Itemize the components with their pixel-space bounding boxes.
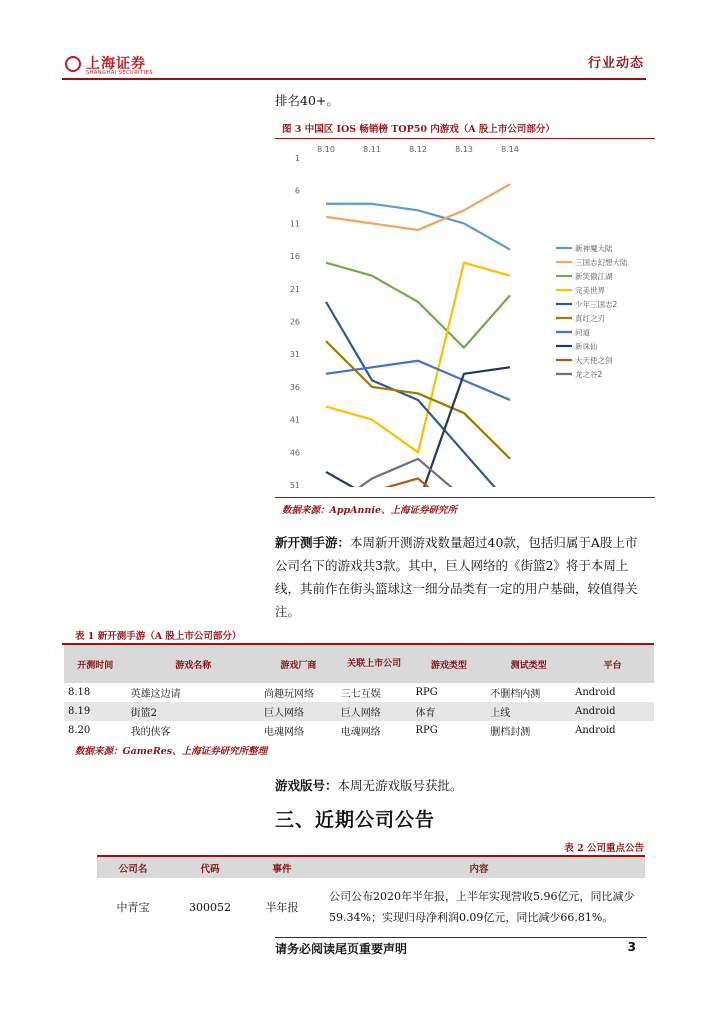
legend-label: 问道 <box>575 328 590 337</box>
cell: 上线 <box>486 702 571 721</box>
x-tick-label: 8.13 <box>455 145 473 154</box>
y-tick-label: 11 <box>289 219 300 229</box>
y-tick-label: 41 <box>289 415 300 425</box>
col-company: 公司名 <box>97 856 169 878</box>
figure-caption: 图 3 中国区 IOS 畅销榜 TOP50 内游戏（A 股上市公司部分） <box>282 124 555 135</box>
cell: 8.19 <box>64 702 127 721</box>
y-tick-label: 21 <box>289 284 300 294</box>
section-tag: 行业动态 <box>587 56 644 71</box>
cell: Android <box>575 725 616 736</box>
legend-label: 完美世界 <box>575 286 605 295</box>
col-game-type: 游戏类型 <box>411 645 486 683</box>
ranking-line-chart <box>276 140 654 495</box>
cell: 巨人网络 <box>260 702 337 721</box>
new-games-table <box>64 645 654 740</box>
legend-label: 新诛仙 <box>575 342 598 351</box>
cell: 街篮2 <box>127 702 260 721</box>
header-divider <box>62 78 646 80</box>
logo-subtitle: SHANGHAI SECURITIES <box>86 70 154 76</box>
legend-label: 三国志幻想大陆 <box>575 258 628 267</box>
cell: 不删档内测 <box>490 689 541 700</box>
cell: Android <box>571 702 654 721</box>
cell: 我的侠客 <box>130 727 171 738</box>
series-line <box>326 263 510 453</box>
announcements-table <box>97 855 645 936</box>
col-event: 事件 <box>251 856 313 878</box>
table-header-row <box>64 645 654 683</box>
series-line <box>326 204 510 250</box>
table-row <box>64 702 654 721</box>
table1-caption: 表 1 新开测手游（A 股上市公司部分） <box>75 631 242 642</box>
y-tick-label: 51 <box>289 481 300 490</box>
cell: 半年报 <box>265 901 299 914</box>
x-tick-label: 8.10 <box>317 145 335 154</box>
cell: 英雄这边请 <box>130 689 181 700</box>
table-header-row <box>97 856 645 878</box>
col-listed-company: 关联上市公司 <box>337 645 412 683</box>
series-line <box>326 459 510 495</box>
legend-label: 新笑傲江湖 <box>575 272 613 281</box>
cell: Android <box>575 687 616 698</box>
logo-text: 上海证券 <box>86 56 146 72</box>
col-developer: 游戏厂商 <box>260 645 337 683</box>
table-row <box>64 721 654 740</box>
col-platform: 平台 <box>571 645 654 683</box>
new-games-paragraph <box>275 531 647 623</box>
y-tick-label: 36 <box>289 382 300 392</box>
figure-bottom-rule <box>275 497 655 498</box>
license-text: 本周无游戏版号获批。 <box>337 778 463 793</box>
figure-top-rule <box>275 138 655 139</box>
col-code: 代码 <box>169 856 251 878</box>
cell: 尚趣玩网络 <box>263 689 314 700</box>
x-tick-label: 8.11 <box>363 145 381 154</box>
col-content: 内容 <box>313 856 645 878</box>
y-tick-label: 31 <box>289 350 300 360</box>
cell: 8.20 <box>68 725 91 736</box>
figure-source: 数据来源：AppAnnie、上海证券研究所 <box>282 505 457 516</box>
legend-label: 真红之刃 <box>575 314 605 323</box>
y-tick-label: 6 <box>294 186 300 196</box>
cell: 删档封测 <box>490 727 531 738</box>
col-test-date: 开测时间 <box>64 645 127 683</box>
table1-source: 数据来源：GameRes、上海证券研究所整理 <box>75 746 268 757</box>
table-row <box>97 878 645 936</box>
x-tick-label: 8.14 <box>501 145 519 154</box>
col-game-name: 游戏名称 <box>127 645 260 683</box>
table-row <box>64 683 654 702</box>
cell: 巨人网络 <box>337 702 412 721</box>
y-tick-label: 1 <box>294 154 300 163</box>
table2-caption: 表 2 公司重点公告 <box>564 843 644 854</box>
legend-label: 龙之谷2 <box>575 370 603 379</box>
cell: 电魂网络 <box>263 727 304 738</box>
cell: 8.18 <box>68 687 91 698</box>
cell: 300052 <box>189 900 231 914</box>
logo-icon <box>65 56 81 72</box>
cell: RPG <box>415 687 438 698</box>
cell: 中青宝 <box>116 901 150 914</box>
cell: RPG <box>415 725 438 736</box>
legend-label: 大天使之剑 <box>575 356 613 365</box>
y-tick-label: 26 <box>289 317 300 327</box>
legend-label: 新神魔大陆 <box>575 244 613 253</box>
new-games-text: 本周新开测游戏数量超过40款，包括归属于A股上市公司名下的游戏共3款。其中，巨人网络的《街篮2》将于本周上线，其前作在街头篮球这一细分品类有一定的用户基础，较值得关注。 <box>275 535 638 619</box>
footer-disclaimer: 请务必阅读尾页重要声明 <box>275 942 408 956</box>
y-tick-label: 46 <box>289 448 300 458</box>
page-number: 3 <box>627 940 636 954</box>
legend-label: 少年三国志2 <box>575 300 618 309</box>
y-tick-label: 16 <box>289 252 300 262</box>
intro-text: 排名40+。 <box>275 93 339 108</box>
series-line <box>326 302 510 495</box>
series-line <box>326 263 510 348</box>
cell: 三七互娱 <box>340 689 381 700</box>
footer-divider <box>275 937 647 938</box>
section-heading: 三、近期公司公告 <box>275 809 436 831</box>
col-test-type: 测试类型 <box>486 645 571 683</box>
series-line <box>326 184 510 230</box>
cell: 电魂网络 <box>340 727 381 738</box>
x-tick-label: 8.12 <box>409 145 427 154</box>
license-paragraph <box>275 774 463 797</box>
new-games-lead: 新开测手游： <box>275 535 351 550</box>
cell: 公司公布2020年半年报，上半年实现营收5.96亿元，同比减少59.34%；实现归母净利润0.09亿元，同比减少66.81%。 <box>329 890 635 924</box>
cell: 体育 <box>411 702 486 721</box>
license-lead: 游戏版号： <box>275 778 338 793</box>
